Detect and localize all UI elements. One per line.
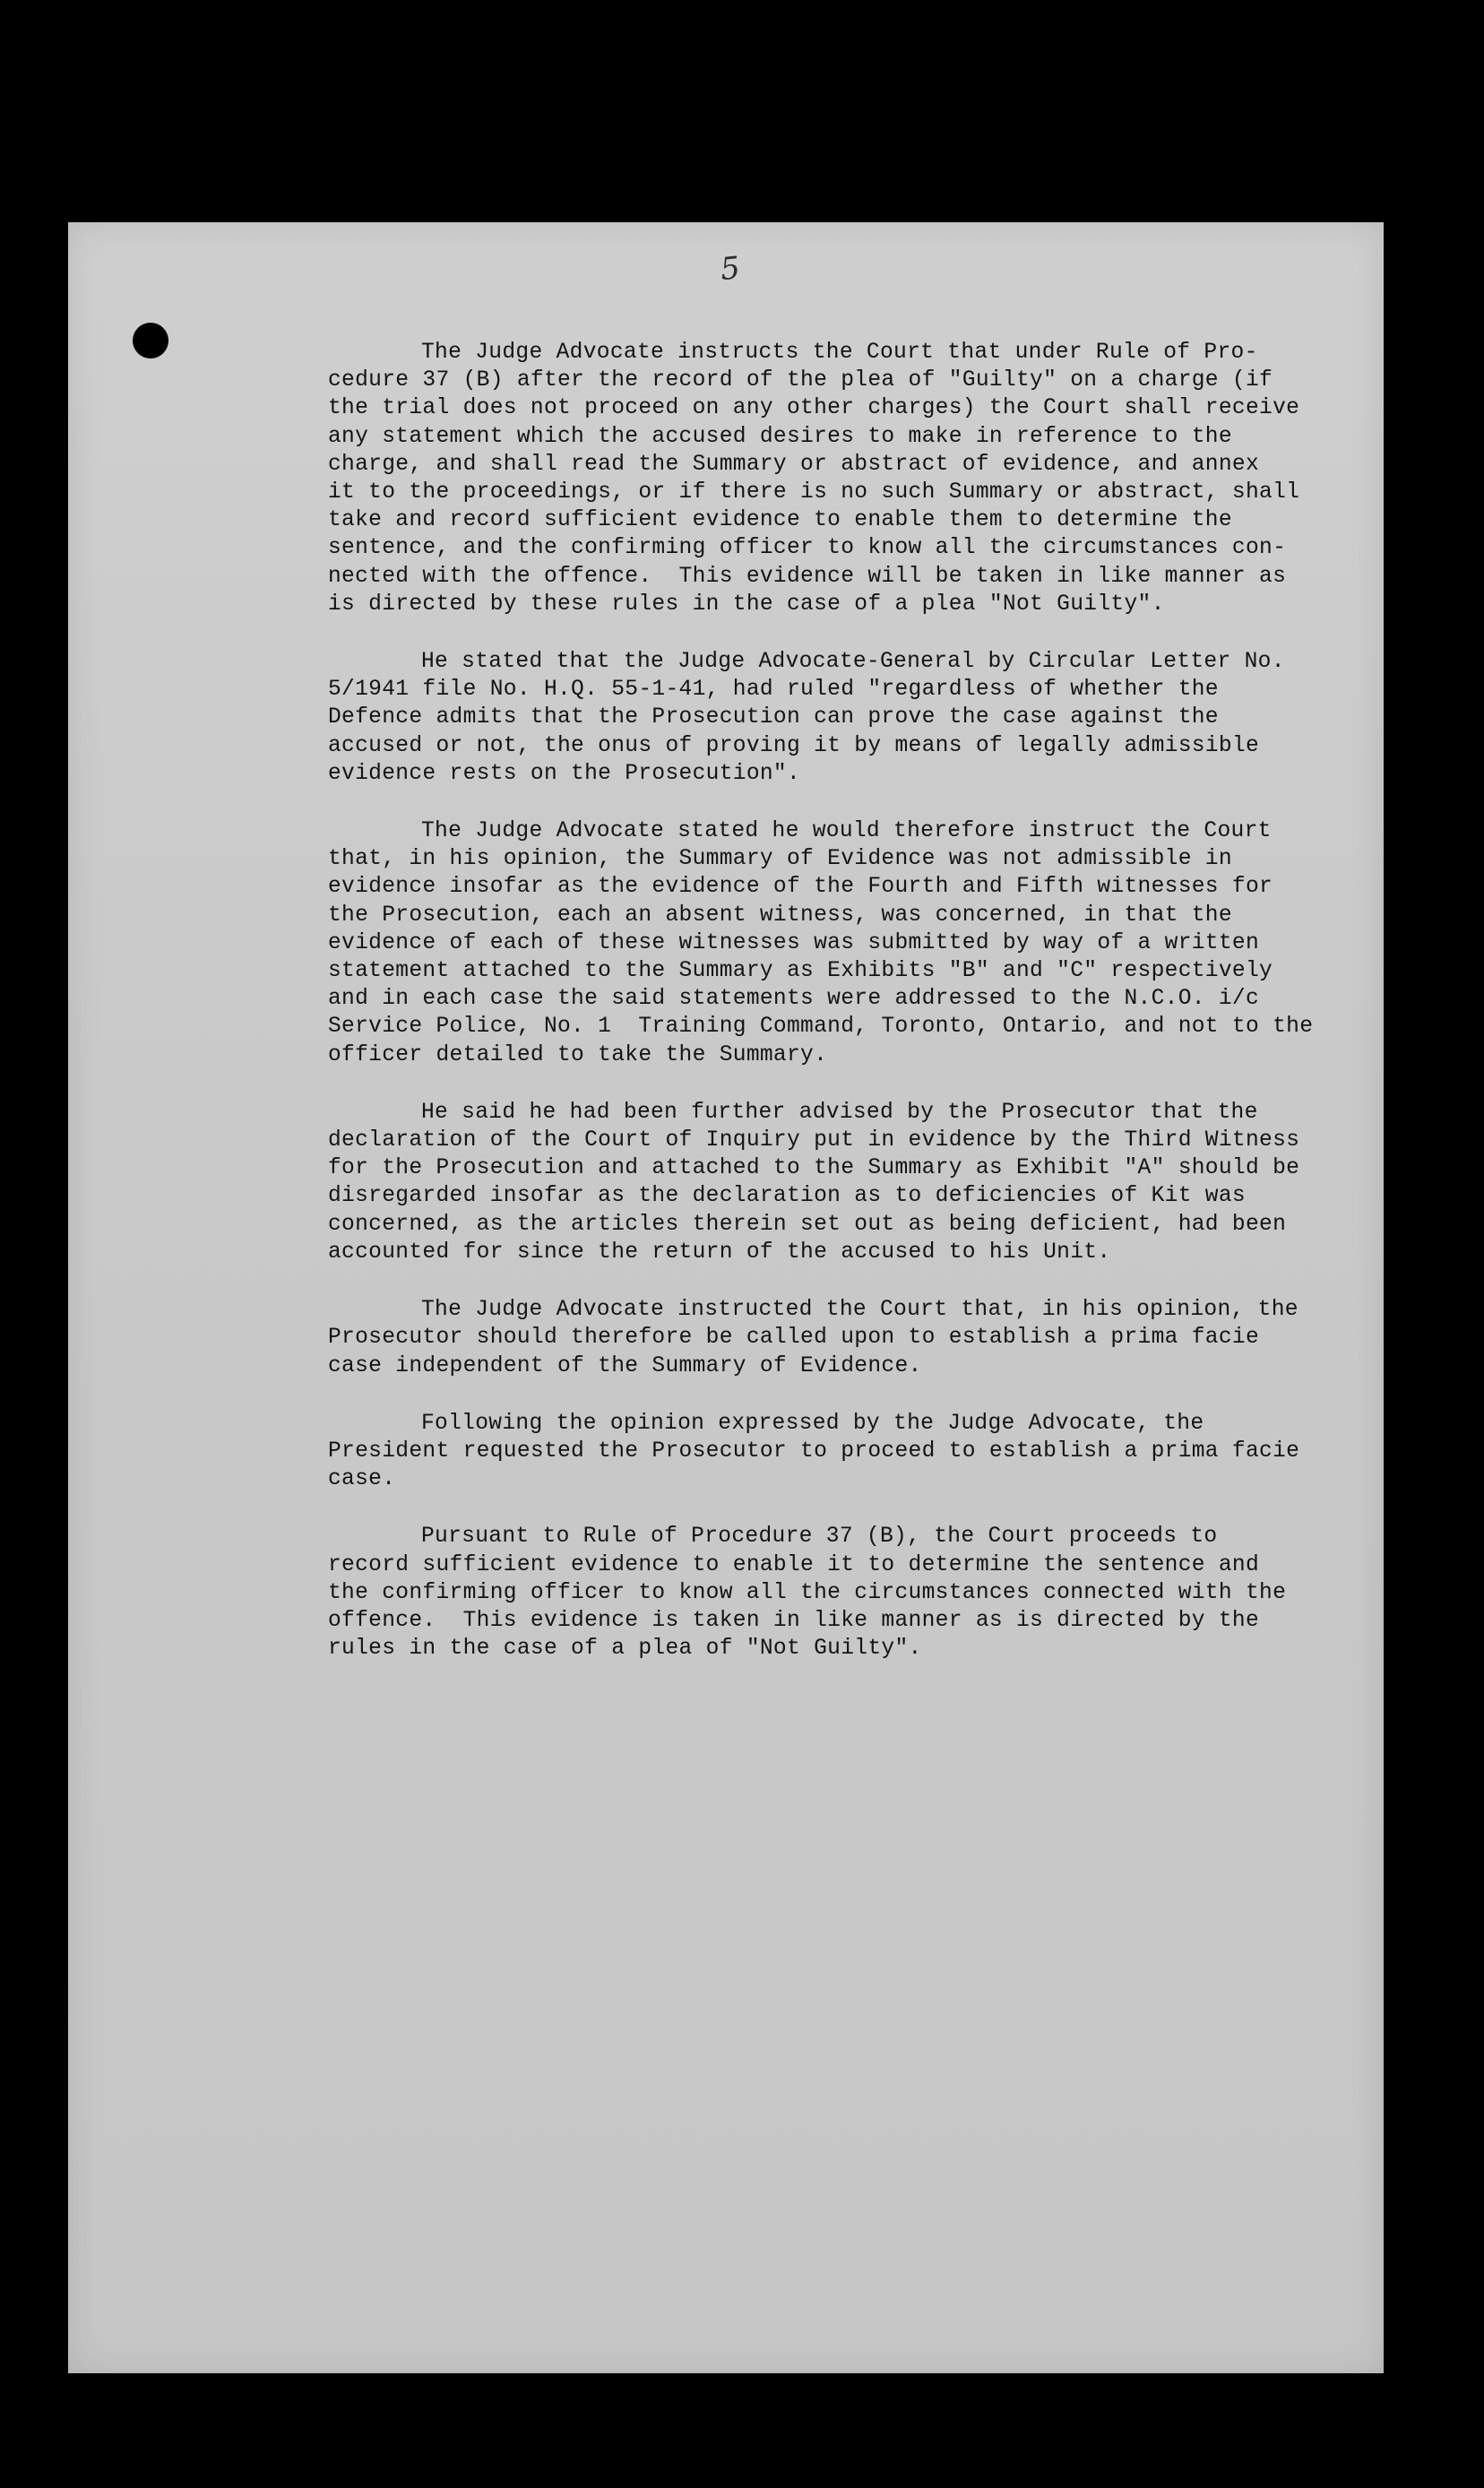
text-line: Defence admits that the Prosecution can prove the case against the: [328, 705, 1219, 730]
text-line: charge, and shall read the Summary or abstract of evidence, and annex: [328, 452, 1260, 477]
text-line: evidence of each of these witnesses was submitted by way of a written: [328, 930, 1260, 955]
text-line: for the Prosecution and attached to the Summary as Exhibit "A" should be: [328, 1156, 1300, 1181]
text-line: nected with the offence. This evidence will be taken in like manner as: [328, 564, 1287, 589]
text-line: offence. This evidence is taken in like manner as is directed by the: [328, 1608, 1260, 1633]
text-line: any statement which the accused desires to make in reference to the: [328, 424, 1232, 449]
text-line: and in each case the said statements were addressed to the N.C.O. i/c: [328, 987, 1260, 1012]
paragraph: [328, 339, 1414, 618]
text-line: The Judge Advocate instructs the Court that under Rule of Pro-: [421, 341, 1258, 365]
text-line: President requested the Prosecutor to proceed to establish a prima facie: [328, 1438, 1300, 1464]
text-line: record sufficient evidence to enable it to determine the sentence and: [328, 1552, 1260, 1577]
paragraph: [328, 817, 1414, 1069]
text-line: concerned, as the articles therein set out as being deficient, had been: [328, 1212, 1287, 1237]
text-line: He said he had been further advised by the Prosecutor that the: [421, 1100, 1258, 1125]
text-line: the confirming officer to know all the circumstances connected with the: [328, 1580, 1287, 1605]
text-line: case.: [328, 1467, 396, 1492]
text-line: disregarded insofar as the declaration as to deficiencies of Kit was: [328, 1184, 1246, 1209]
text-line: case independent of the Summary of Evidence.: [328, 1353, 922, 1378]
text-line: accounted for since the return of the accused to his Unit.: [328, 1240, 1111, 1265]
text-line: officer detailed to take the Summary.: [328, 1042, 828, 1067]
text-line: Pursuant to Rule of Procedure 37 (B), the Court proceeds to: [421, 1525, 1218, 1550]
text-line: The Judge Advocate instructed the Court that, in his opinion, the: [421, 1298, 1298, 1323]
text-line: 5/1941 file No. H.Q. 55-1-41, had ruled "regardless of whether the: [328, 678, 1219, 703]
text-line: take and record sufficient evidence to enable them to determine the: [328, 508, 1232, 533]
paragraph: [328, 1099, 1414, 1266]
text-line: sentence, and the confirming officer to know all the circumstances con-: [328, 536, 1287, 561]
page-number: 5: [718, 249, 742, 289]
text-line: Service Police, No. 1 Training Command, Toronto, Ontario, and not to the: [328, 1015, 1314, 1040]
text-line: the Prosecution, each an absent witness, was concerned, in that the: [328, 903, 1232, 928]
text-line: evidence rests on the Prosecution".: [328, 761, 801, 786]
text-line: rules in the case of a plea of "Not Guilty".: [328, 1637, 922, 1662]
text-line: The Judge Advocate stated he would therefore instruct the Court: [421, 819, 1272, 844]
text-line: declaration of the Court of Inquiry put in evidence by the Third Witness: [328, 1128, 1300, 1153]
text-line: Following the opinion expressed by the Judge Advocate, the: [421, 1411, 1204, 1436]
text-line: statement attached to the Summary as Exhibits "B" and "C" respectively: [328, 959, 1273, 984]
text-line: is directed by these rules in the case of a plea "Not Guilty".: [328, 592, 1165, 617]
text-line: it to the proceedings, or if there is no such Summary or abstract, shall: [328, 480, 1300, 505]
paragraph: [328, 1523, 1414, 1663]
text-line: evidence insofar as the evidence of the Fourth and Fifth witnesses for: [328, 875, 1273, 900]
text-line: that, in his opinion, the Summary of Evidence was not admissible in: [328, 847, 1232, 872]
text-line: He stated that the Judge Advocate-General by Circular Letter No.: [421, 650, 1285, 675]
text-line: the trial does not proceed on any other charges) the Court shall receive: [328, 396, 1300, 421]
paragraph: [328, 1410, 1414, 1494]
text-line: accused or not, the onus of proving it by means of legally admissible: [328, 733, 1260, 758]
punch-hole: [133, 323, 168, 359]
document-body: [328, 339, 1414, 1692]
paragraph: [328, 1296, 1414, 1380]
paragraph: [328, 648, 1414, 788]
text-line: Prosecutor should therefore be called upon to establish a prima facie: [328, 1326, 1260, 1351]
document-page: [68, 222, 1384, 2373]
text-line: cedure 37 (B) after the record of the plea of "Guilty" on a charge (if: [328, 368, 1273, 393]
